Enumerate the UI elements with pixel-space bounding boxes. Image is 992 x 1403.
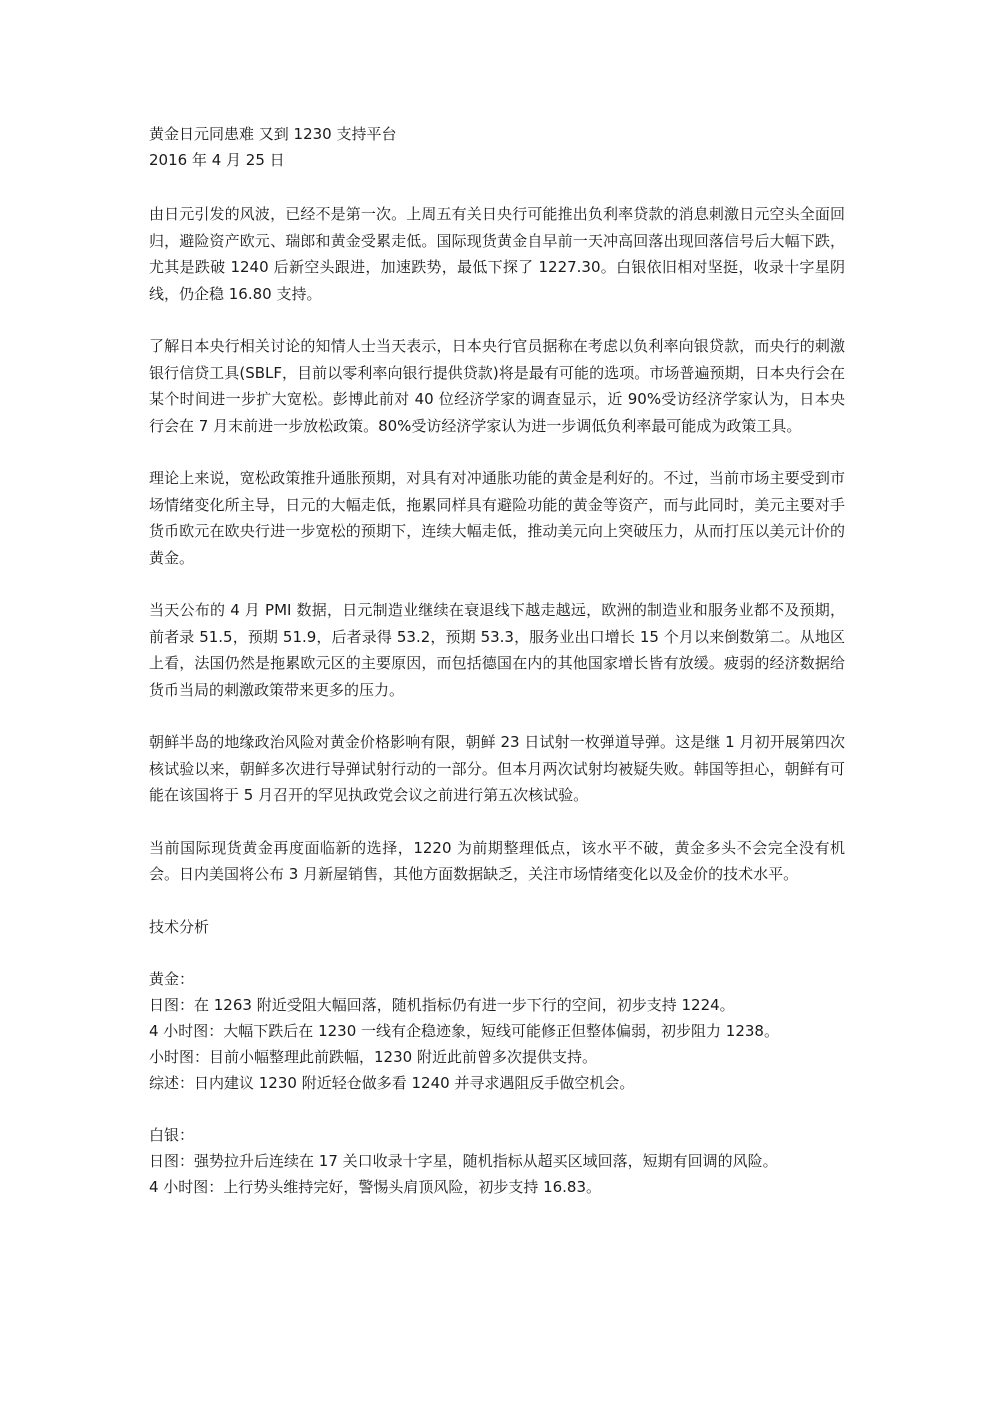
- gold-daily-chart: 日图：在 1263 附近受阻大幅回落，随机指标仍有进一步下行的空间，初步支持 1224。: [149, 995, 735, 1014]
- gold-4hour-chart: 4 小时图：大幅下跌后在 1230 一线有企稳迹象，短线可能修正但整体偏弱，初步阻力 1238。: [149, 1021, 779, 1040]
- paragraph-theory: 理论上来说，宽松政策推升通胀预期，对具有对冲通胀功能的黄金是利好的。不过，当前市场主要受到市场情绪变化所主导，日元的大幅走低，拖累同样具有避险功能的黄金等资产，而与此同时，美元主要对手货币欧元在欧央行进一步宽松的预期下，连续大幅走低，推动美元向上突破压力，从而打压以美元计价的黄金。: [149, 469, 845, 567]
- gold-hourly-chart: 小时图：目前小幅整理此前跌幅，1230 附近此前曾多次提供支持。: [149, 1047, 597, 1066]
- paragraph-pmi-data: 当天公布的 4 月 PMI 数据，日元制造业继续在衰退线下越走越远，欧洲的制造业和服务业都不及预期，前者录 51.5，预期 51.9，后者录得 53.2，预期 53.3，服务业出口增长 15 个月以来倒数第二。从地区上看，法国仍然是拖累欧元区的主要原因，而包括德国在内的其他国家增长皆有放缓。疲弱的经济数据给货币当局的刺激政策带来更多的压力。: [149, 601, 845, 699]
- spacer: [149, 809, 845, 835]
- silver-label: 白银：: [149, 1125, 195, 1144]
- paragraph-boj-policy: 了解日本央行相关讨论的知情人士当天表示，日本央行官员据称在考虑以负利率向银贷款，而央行的刺激银行信贷工具(SBLF，目前以零利率向银行提供贷款)将是最有可能的选项。市场普遍预期，日本央行会在某个时间进一步扩大宽松。彭博此前对 40 位经济学家的调查显示，近 90%受访经济学家认为，日本央行会在 7 月末前进一步放松政策。80%受访经济学家认为进一步调低负利率最可能成为政策工具。: [149, 337, 845, 435]
- paragraph-yen-turmoil: 由日元引发的风波，已经不是第一次。上周五有关日央行可能推出负利率贷款的消息刺激日元空头全面回归，避险资产欧元、瑞郎和黄金受累走低。国际现货黄金自早前一天冲高回落出现回落信号后大幅下跌，尤其是跌破 1240 后新空头跟进，加速跌势，最低下探了 1227.30。白银依旧相对坚挺，收录十字星阴线，仍企稳 16.80 支持。: [149, 205, 845, 303]
- spacer: [149, 703, 845, 729]
- spacer: [149, 571, 845, 597]
- spacer: [149, 1096, 845, 1122]
- spacer: [149, 173, 845, 201]
- silver-daily-chart: 日图：强势拉升后连续在 17 关口收录十字星，随机指标从超买区域回落，短期有回调的风险。: [149, 1151, 778, 1170]
- spacer: [149, 888, 845, 914]
- section-heading-technical-analysis: 技术分析: [149, 917, 210, 936]
- spacer: [149, 307, 845, 333]
- spacer: [149, 439, 845, 465]
- document-page: [149, 121, 845, 1200]
- paragraph-korea-risk: 朝鲜半岛的地缘政治风险对黄金价格影响有限，朝鲜 23 日试射一枚弹道导弹。这是继 1 月初开展第四次核试验以来，朝鲜多次进行导弹试射行动的一部分。但本月两次试射均被疑失败。韩国等担心，朝鲜有可能在该国将于 5 月召开的罕见执政党会议之前进行第五次核试验。: [149, 733, 845, 804]
- gold-label: 黄金：: [149, 969, 195, 988]
- gold-summary: 综述：日内建议 1230 附近轻仓做多看 1240 并寻求遇阻反手做空机会。: [149, 1073, 635, 1092]
- document-title: 黄金日元同患难 又到 1230 支持平台: [149, 125, 397, 143]
- silver-4hour-chart: 4 小时图：上行势头维持完好，警惕头肩顶风险，初步支持 16.83。: [149, 1178, 602, 1196]
- spacer: [149, 940, 845, 966]
- document-date: 2016 年 4 月 25 日: [149, 151, 285, 169]
- paragraph-gold-outlook: 当前国际现货黄金再度面临新的选择，1220 为前期整理低点，该水平不破，黄金多头不会完全没有机会。日内美国将公布 3 月新屋销售，其他方面数据缺乏，关注市场情绪变化以及金价的技术水平。: [149, 838, 845, 883]
